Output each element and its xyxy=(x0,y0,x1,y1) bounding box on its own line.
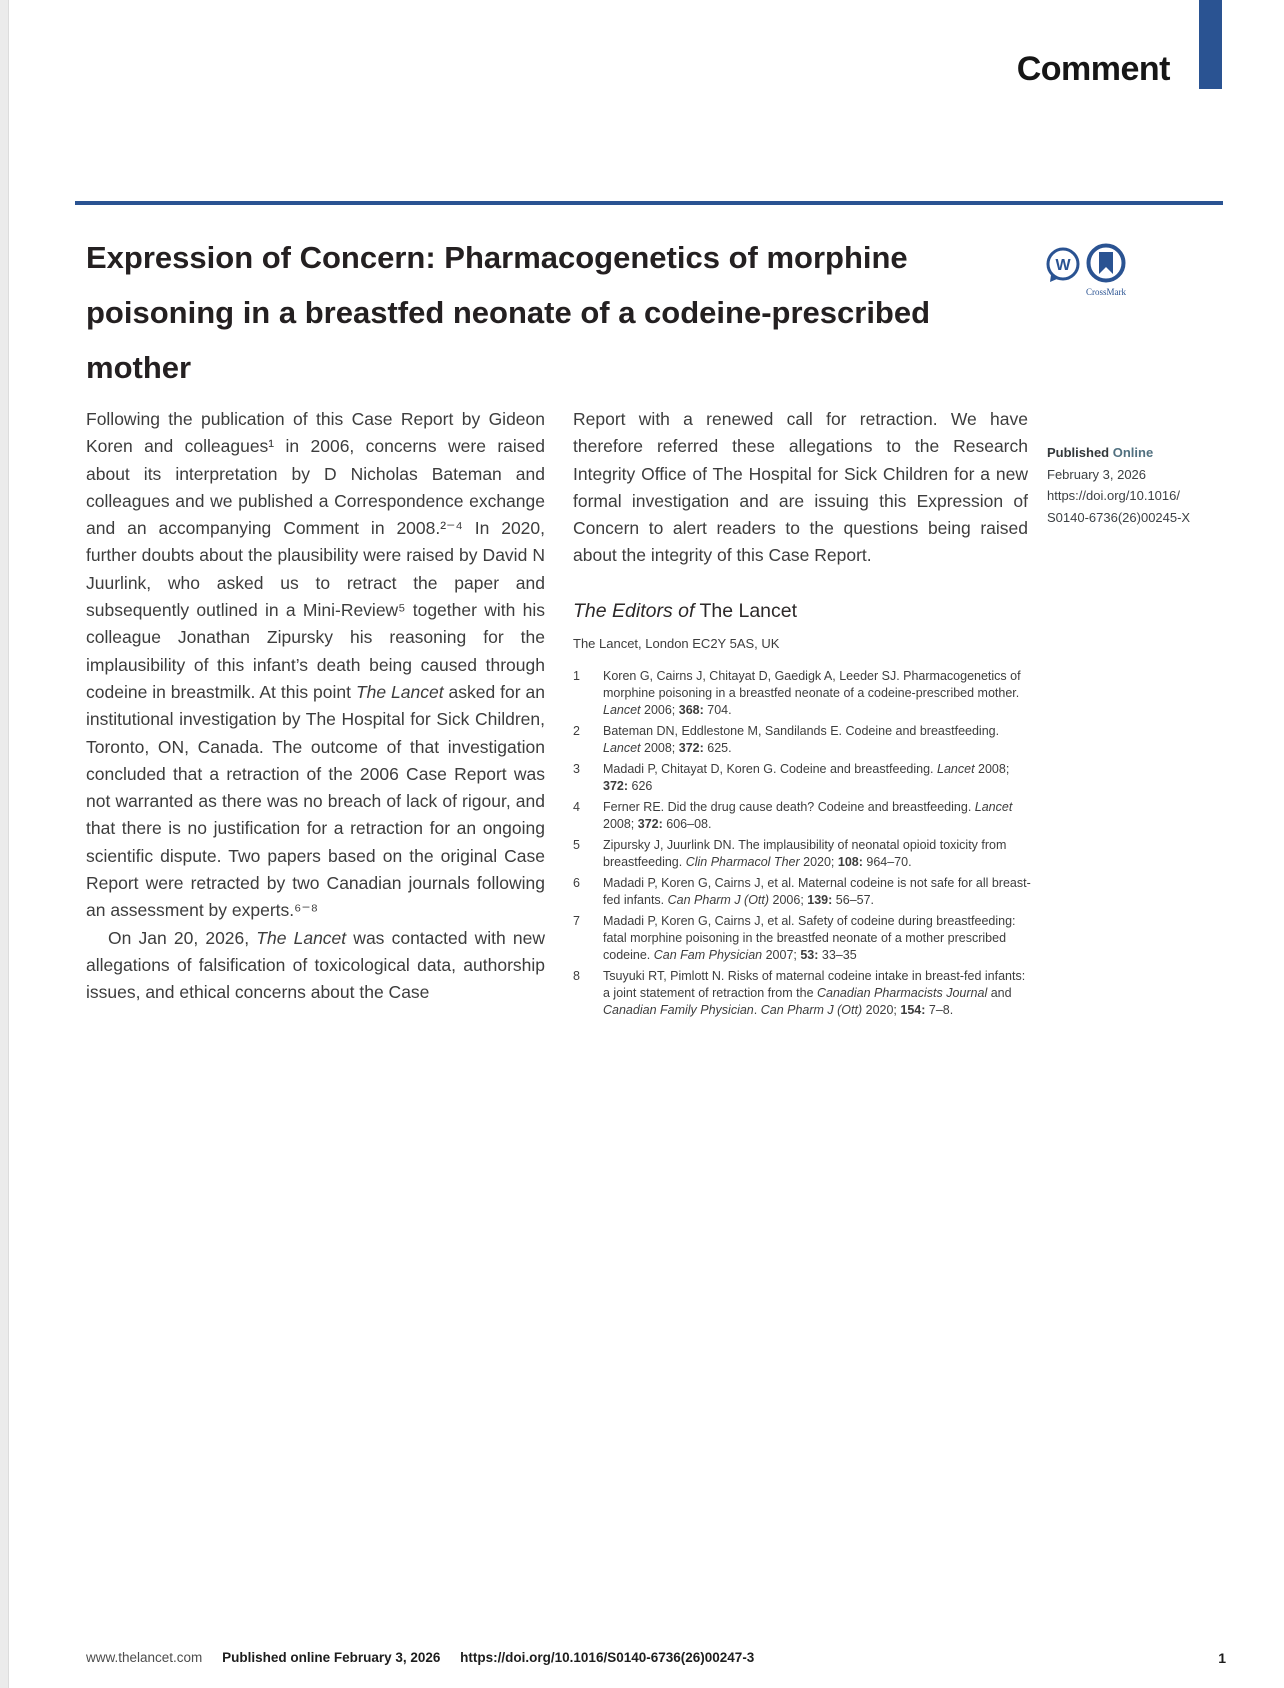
crossmark-icon[interactable] xyxy=(1085,242,1127,284)
reference-number: 1 xyxy=(573,669,580,683)
footer-published-date: Published online February 3, 2026 xyxy=(222,1650,441,1665)
body-paragraph: Following the publication of this Case Report by Gideon Koren and colleagues¹ in 2006, concerns were raised about its interpretation by D Nicholas Bateman and colleagues and we published a Correspondence exchange and an accompanying Comment in 2008.²⁻⁴ In 2020, further doubts about the plausibility were raised by David N Juurlink, who asked us to retract the paper and subsequently outlined in a Mini-Review⁵ together with his colleague Jonathan Zipursky his reasoning for the implausibility of this infant’s death being caused through codeine in breastmilk. At this point The Lancet asked for an institutional investigation by The Hospital for Sick Children, Toronto, ON, Canada. The outcome of that investigation concluded that a retraction of the 2006 Case Report was not warranted as there was no breach of lack of rigour, and that there is no justification for a retraction for an ongoing scientific dispute. Two papers based on the original Case Report were retracted by two Canadian journals following an assessment by experts.⁶⁻⁸ xyxy=(86,409,546,921)
footer-doi-link[interactable]: https://doi.org/10.1016/S0140-6736(26)00247-3 xyxy=(460,1650,755,1665)
reference-item xyxy=(573,799,1033,833)
published-label: Published xyxy=(1047,445,1110,460)
reference-list xyxy=(573,668,1033,1023)
publication-margin-note xyxy=(1047,442,1237,528)
body-paragraph: On Jan 20, 2026, The Lancet was contacted with new allegations of falsification of toxicological data, authorship issues, and ethical concerns about the Case xyxy=(86,927,545,1003)
doi-link-part1[interactable]: https://doi.org/10.1016/ xyxy=(1047,488,1180,503)
reference-number: 3 xyxy=(573,762,580,776)
page-number: 1 xyxy=(1218,1650,1226,1666)
reference-number: 4 xyxy=(573,800,580,814)
title-divider-rule xyxy=(75,201,1223,205)
svg-text:W: W xyxy=(1055,257,1071,274)
author-signature: The Editors of The Lancet xyxy=(573,600,798,622)
article-title-line: mother xyxy=(86,350,192,385)
reference-item xyxy=(573,761,1033,795)
reference-text: Ferner RE. Did the drug cause death? Codeine and breastfeeding. Lancet 2008; 372: 606–08. xyxy=(603,800,1013,831)
article-title-line: Expression of Concern: Pharmacogenetics of morphine xyxy=(86,240,908,275)
article-title-line: poisoning in a breastfed neonate of a codeine-prescribed xyxy=(86,295,931,330)
reference-text: Zipursky J, Juurlink DN. The implausibility of neonatal opioid toxicity from breastfeeding. Clin Pharmacol Ther 2020; 108: 964–70. xyxy=(603,838,1007,869)
reference-number: 2 xyxy=(573,724,580,738)
publication-date: February 3, 2026 xyxy=(1047,466,1147,482)
reference-text: Madadi P, Koren G, Cairns J, et al. Maternal codeine is not safe for all breast-fed infants. Can Pharm J (Ott) 2006; 139: 56–57. xyxy=(603,876,1031,907)
reference-item xyxy=(573,968,1033,1019)
reference-text: Bateman DN, Eddlestone M, Sandilands E. Codeine and breastfeeding. Lancet 2008; 372: 625. xyxy=(603,724,1000,755)
online-label: Online xyxy=(1112,445,1154,460)
reference-item xyxy=(573,837,1033,871)
reference-number: 5 xyxy=(573,838,580,852)
reference-item xyxy=(573,723,1033,757)
section-label: Comment xyxy=(1016,50,1170,88)
reference-text: Madadi P, Chitayat D, Koren G. Codeine and breastfeeding. Lancet 2008; 372: 626 xyxy=(603,762,1010,793)
reference-number: 8 xyxy=(573,969,580,983)
published-online-line xyxy=(1047,442,1237,464)
reference-text: Tsuyuki RT, Pimlott N. Risks of maternal codeine intake in breast-fed infants: a joint statement of retraction from the Canadian Pharmacists Journal and Canadian Family Physician. Can Pharm J (Ott) 2020; 154: 7–8. xyxy=(603,969,1026,1017)
reference-item xyxy=(573,668,1033,719)
reference-text: Madadi P, Koren G, Cairns J, et al. Safety of codeine during breastfeeding: fatal morphine poisoning in the breastfed neonate of a mother prescribed codeine. Can Fam Physician 2007; 53: 33–35 xyxy=(603,914,1016,962)
crossmark-label: CrossMark xyxy=(1086,287,1126,297)
article-title xyxy=(86,230,986,395)
body-column-left xyxy=(86,406,545,1007)
journal-website-link[interactable]: www.thelancet.com xyxy=(86,1650,203,1665)
reference-number: 7 xyxy=(573,914,580,928)
body-column-right xyxy=(573,406,1028,570)
page-footer xyxy=(86,1650,1236,1665)
body-paragraph: Report with a renewed call for retraction. We have therefore referred these allegations to the Research Integrity Office of The Hospital for Sick Children for a new formal investigation and are issuing this Expression of Concern to alert readers to the questions being raised about the integrity of this Case Report. xyxy=(573,409,1028,566)
reference-number: 6 xyxy=(573,876,580,890)
reference-text: Koren G, Cairns J, Chitayat D, Gaedigk A, Leeder SJ. Pharmacogenetics of morphine poisoning in a breastfed neonate of a codeine-prescribed mother. Lancet 2006; 368: 704. xyxy=(603,669,1021,717)
reference-item xyxy=(573,875,1033,909)
w-circle-icon xyxy=(1045,245,1081,285)
reference-item xyxy=(573,913,1033,964)
page-edge-shadow xyxy=(0,0,9,1688)
author-affiliation: The Lancet, London EC2Y 5AS, UK xyxy=(573,636,780,651)
doi-link-part2[interactable]: S0140-6736(26)00245-X xyxy=(1047,509,1191,525)
corner-accent-bar xyxy=(1199,0,1222,89)
